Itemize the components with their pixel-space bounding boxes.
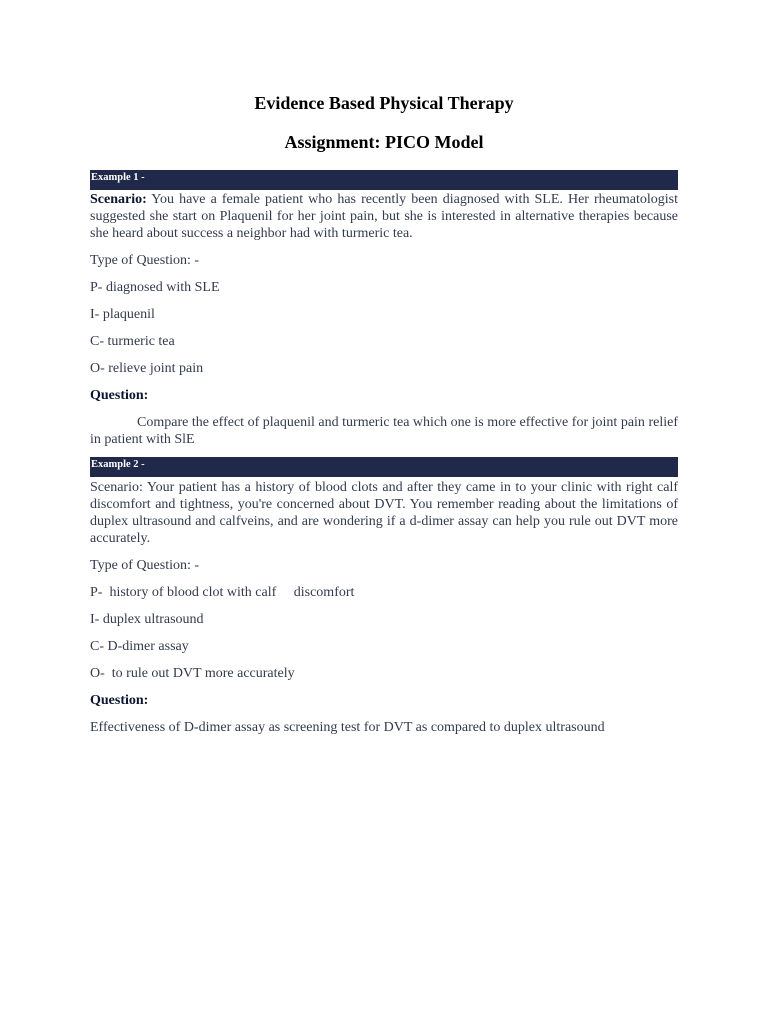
example-1-question-text: Compare the effect of plaquenil and turmeric tea which one is more effective for joint pain relief in patient with SlE xyxy=(90,415,678,447)
example-1-question-label: Question: xyxy=(90,388,149,403)
example-2-pico-c: C- D-dimer assay xyxy=(90,639,189,654)
example-2-header: Example 2 - xyxy=(90,457,678,477)
example-1-type-of-question: Type of Question: - xyxy=(90,253,200,268)
example-2-pico-i: I- duplex ultrasound xyxy=(90,612,204,627)
example-1-pico-p: P- diagnosed with SLE xyxy=(90,280,220,295)
example-2-question-label: Question: xyxy=(90,693,149,708)
document-title: Evidence Based Physical Therapy xyxy=(254,93,514,113)
example-2-type-of-question: Type of Question: - xyxy=(90,558,200,573)
example-2-pico-o: O- to rule out DVT more accurately xyxy=(90,666,295,681)
example-1-header: Example 1 - xyxy=(90,170,678,190)
scenario-text: You have a female patient who has recently been diagnosed with SLE. Her rheumatologist suggested she start on Plaquenil for her joint pain, but she is interested in alternative therapies because she heard about success a neighbor had with turmeric tea. xyxy=(90,192,678,241)
example-2-scenario: Scenario: Your patient has a history of blood clots and after they came in to your clinic with right calf discomfort and tightness, you're concerned about DVT. You remember reading about the limitations of duplex ultrasound and calfveins, and are wondering if a d-dimer assay can help you rule out DVT more accurately. xyxy=(90,480,678,546)
example-1-pico-c: C- turmeric tea xyxy=(90,334,175,349)
example-2-question-text: Effectiveness of D-dimer assay as screening test for DVT as compared to duplex ultrasound xyxy=(90,720,605,735)
example-2-pico-p: P- history of blood clot with calf discomfort xyxy=(90,585,355,600)
example-1-pico-o: O- relieve joint pain xyxy=(90,361,204,376)
scenario-label: Scenario: xyxy=(90,192,147,207)
example-1-scenario xyxy=(90,191,678,242)
example-1-pico-i: I- plaquenil xyxy=(90,307,155,322)
document-subtitle: Assignment: PICO Model xyxy=(284,132,484,152)
